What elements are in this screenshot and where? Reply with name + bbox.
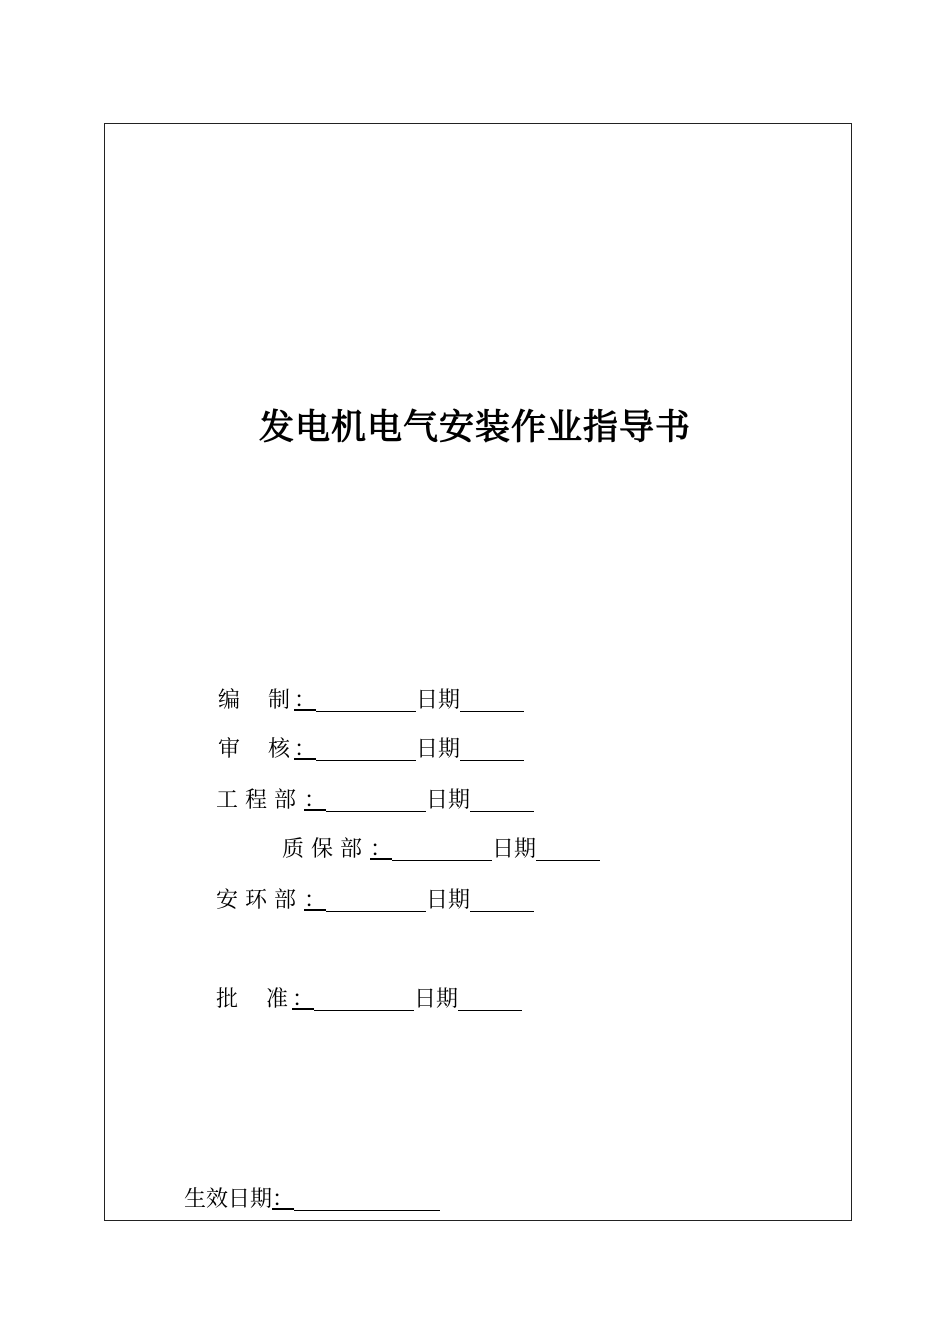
signature-colon-review: ：	[294, 737, 317, 762]
date-blank-approve[interactable]	[458, 988, 522, 1011]
date-blank-quality[interactable]	[536, 838, 600, 861]
signature-label-engineering: 工 程 部	[216, 788, 296, 813]
signature-blank-engineering[interactable]	[326, 789, 426, 812]
signature-blank-approve[interactable]	[314, 988, 414, 1011]
date-label-quality: 日期	[492, 837, 537, 862]
document-title: 发电机电气安装作业指导书	[258, 408, 691, 448]
date-label-compile: 日期	[416, 688, 461, 713]
signature-colon-engineering: ：	[304, 788, 327, 813]
signature-label-approve: 批 准	[216, 987, 288, 1012]
signature-label-safety-env: 安 环 部	[216, 888, 296, 913]
signature-blank-review[interactable]	[316, 738, 416, 761]
effective-date-blank[interactable]	[294, 1188, 440, 1211]
date-label-approve: 日期	[414, 987, 459, 1012]
signature-colon-safety-env: ：	[304, 888, 327, 913]
date-blank-engineering[interactable]	[470, 789, 534, 812]
signature-blank-compile[interactable]	[316, 689, 416, 712]
signature-label-review: 审 核	[218, 737, 290, 762]
signature-label-compile: 编 制	[218, 688, 290, 713]
signature-row-quality	[282, 835, 600, 865]
date-label-review: 日期	[416, 737, 461, 762]
date-blank-safety-env[interactable]	[470, 889, 534, 912]
effective-date-colon: ：	[272, 1187, 295, 1212]
signature-blank-quality[interactable]	[392, 838, 492, 861]
signature-colon-approve: ：	[292, 987, 315, 1012]
date-label-engineering: 日期	[426, 788, 471, 813]
effective-date-label: 生效日期	[184, 1187, 273, 1212]
date-blank-compile[interactable]	[460, 689, 524, 712]
signature-blank-safety-env[interactable]	[326, 889, 426, 912]
effective-date-row	[184, 1185, 440, 1215]
signature-colon-compile: ：	[294, 688, 317, 713]
signature-row-safety-env	[216, 886, 534, 916]
signature-row-approve	[216, 985, 522, 1015]
date-label-safety-env: 日期	[426, 888, 471, 913]
date-blank-review[interactable]	[460, 738, 524, 761]
signature-colon-quality: ：	[370, 837, 393, 862]
signature-row-engineering	[216, 786, 534, 816]
signature-row-review	[218, 735, 524, 765]
signature-row-compile	[218, 686, 524, 716]
page-border-frame	[104, 123, 852, 1221]
signature-label-quality: 质 保 部	[282, 837, 362, 862]
